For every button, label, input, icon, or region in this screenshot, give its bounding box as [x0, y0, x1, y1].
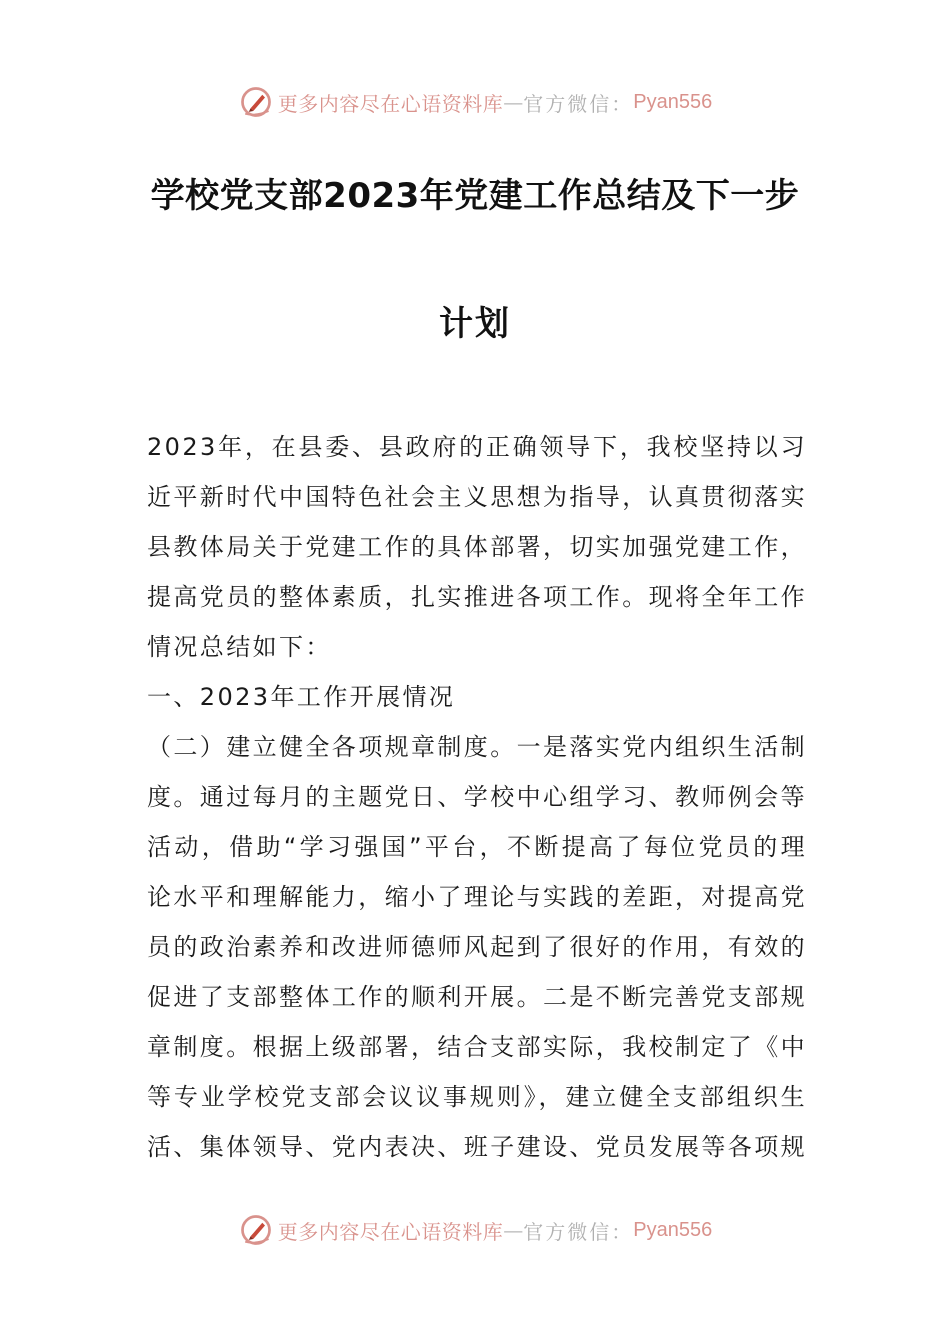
watermark-wechat-id: Pyan556 — [633, 1218, 713, 1241]
section-heading: 一、2023年工作开展情况 — [147, 683, 456, 711]
watermark-wechat-id: Pyan556 — [633, 90, 713, 113]
pen-logo-icon — [238, 1212, 274, 1248]
body-paragraph: （二）建立健全各项规章制度。一是落实党内组织生活制度。通过每月的主题党日、学校中心组学习、教师例会等活动，借助“学习强国”平台，不断提高了每位党员的理论水平和理解能力，缩小了理论与实践的差距，对提高党员的政治素养和改进师德师风起到了很好的作用，有效的促进了支部整体工作的顺利开展。二是不断完善党支部规章制度。根据上级部署，结合支部实际，我校制定了《中等专业学校党支部会议议事规则》，建立健全支部组织生活、集体领导、党内表决、班子建设、党员发展等各项规 — [147, 733, 807, 1161]
intro-paragraph: 2023年，在县委、县政府的正确领导下，我校坚持以习近平新时代中国特色社会主义思想为指导，认真贯彻落实县教体局关于党建工作的具体部署，切实加强党建工作，提高党员的整体素质，扎实推进各项工作。现将全年工作情况总结如下： — [147, 433, 807, 661]
watermark-brand: 更多内容尽在心语资料库 — [277, 1219, 504, 1244]
watermark-header — [0, 80, 950, 124]
pen-logo-icon — [238, 84, 274, 120]
document-title-line-2: 计划 — [439, 304, 511, 344]
watermark-wechat-label: 官方微信： — [523, 1219, 634, 1244]
watermark-footer — [0, 1208, 950, 1252]
watermark-separator: — — [503, 1218, 524, 1242]
document-title-line-1: 学校党支部2023年党建工作总结及下一步 — [150, 176, 800, 216]
watermark-brand: 更多内容尽在心语资料库 — [277, 91, 504, 116]
watermark-wechat-label: 官方微信： — [523, 91, 634, 116]
watermark-separator: — — [503, 90, 524, 114]
